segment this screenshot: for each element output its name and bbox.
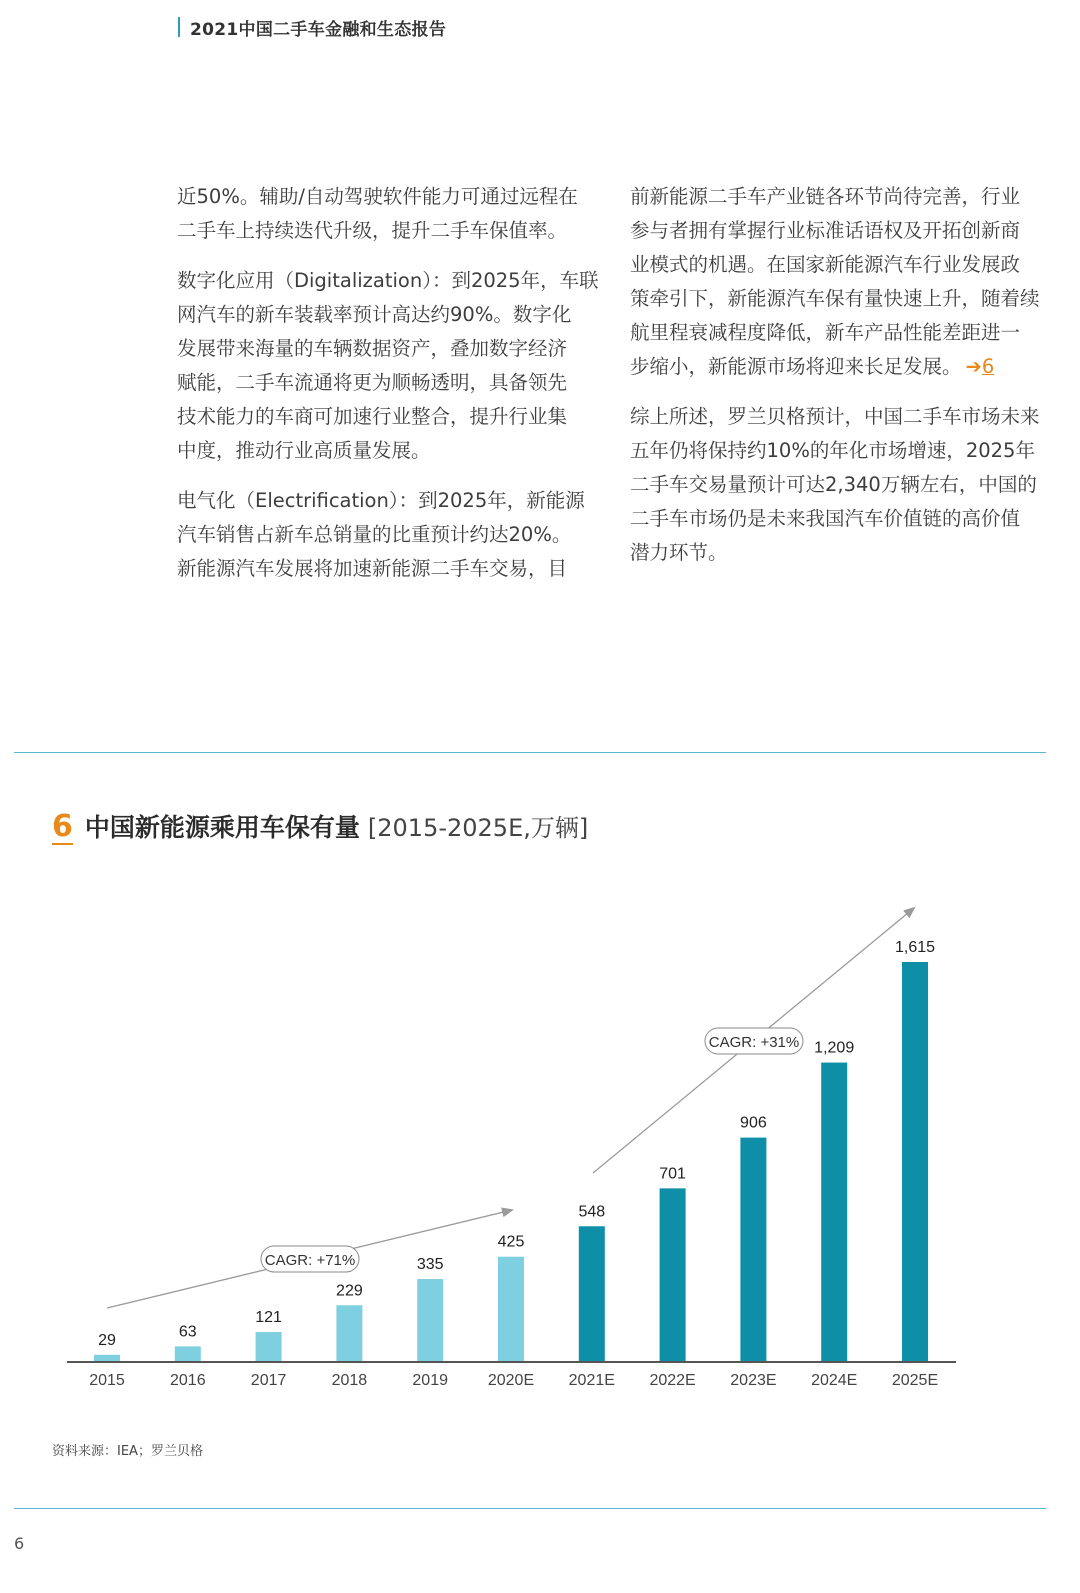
data-label-2019: 335: [416, 1256, 444, 1274]
text-line: 步缩小，新能源市场将迎来长足发展。 ➔6: [630, 355, 995, 378]
section-divider-bottom: [14, 1508, 1046, 1509]
arrow-right-icon: ➔: [965, 355, 982, 378]
bar-chart: [0, 880, 1080, 1420]
text-line: 发展带来海量的车辆数据资产，叠加数字经济: [177, 337, 568, 360]
text-line: 赋能，二手车流通将更为顺畅透明，具备领先: [177, 371, 568, 394]
text-line: 网汽车的新车装载率预计高达约90%。数字化: [177, 303, 572, 326]
figure-number: 6: [52, 809, 73, 844]
bar-2017: [256, 1332, 282, 1362]
text-line: 潜力环节。: [630, 541, 728, 564]
data-label-2020E: 425: [497, 1233, 525, 1251]
bar-2020E: [498, 1257, 524, 1362]
x-tick-label-2020E: 2020E: [487, 1372, 535, 1389]
text-line: 综上所述，罗兰贝格预计，中国二手车市场未来: [630, 405, 1040, 428]
text-line: 新能源汽车发展将加速新能源二手车交易，目: [177, 557, 568, 580]
figure-title: [52, 808, 588, 845]
text-line: 电气化（Electrification）：到2025年，新能源: [177, 489, 585, 512]
page-header: [178, 14, 446, 40]
data-label-2015: 29: [98, 1331, 116, 1349]
x-tick-label-2022E: 2022E: [649, 1372, 696, 1389]
bar-2018: [336, 1305, 362, 1362]
x-tick-label-2019: 2019: [412, 1372, 448, 1389]
bar-2023E: [740, 1138, 766, 1362]
text-column-right: [630, 180, 1060, 586]
x-tick-label-2016: 2016: [170, 1372, 206, 1389]
bar-2015: [94, 1355, 120, 1362]
text-line: 前新能源二手车产业链各环节尚待完善，行业: [630, 185, 1021, 208]
cagr-label-1: CAGR: +71%: [264, 1252, 356, 1269]
page-number: 6: [14, 1534, 25, 1553]
data-label-2024E: 1,209: [814, 1039, 855, 1057]
x-tick-label-2024E: 2024E: [811, 1372, 858, 1389]
paragraph: [630, 180, 1060, 384]
text-line: 技术能力的车商可加速行业整合，提升行业集: [177, 405, 568, 428]
header-accent-bar: [178, 17, 180, 37]
x-tick-label-2021E: 2021E: [568, 1372, 615, 1389]
bar-2021E: [579, 1226, 605, 1362]
text-line: 业模式的机遇。在国家新能源汽车行业发展政: [630, 253, 1021, 276]
cagr-label-2: CAGR: +31%: [708, 1034, 800, 1051]
x-tick-label-2023E: 2023E: [730, 1372, 777, 1389]
section-divider-top: [14, 752, 1046, 753]
data-label-2018: 229: [336, 1282, 363, 1300]
data-label-2022E: 701: [659, 1165, 686, 1183]
paragraph: [630, 400, 1060, 570]
data-label-2016: 63: [178, 1323, 197, 1341]
source-note: 资料来源：IEA；罗兰贝格: [52, 1444, 203, 1459]
bar-2025E: [902, 962, 928, 1362]
x-tick-label-2018: 2018: [331, 1372, 368, 1389]
text-line: 二手车交易量预计可达2,340万辆左右，中国的: [630, 473, 1037, 496]
figure-subtitle: [2015-2025E,万辆]: [367, 814, 589, 842]
report-title: 2021中国二手车金融和生态报告: [190, 19, 447, 40]
figure-reference-number: 6: [981, 355, 995, 378]
bar-2019: [417, 1279, 443, 1362]
x-tick-label-2025E: 2025E: [891, 1372, 939, 1389]
text-line: 参与者拥有掌握行业标准话语权及开拓创新商: [630, 219, 1021, 242]
bar-2016: [175, 1346, 201, 1362]
text-line: 汽车销售占新车总销量的比重预计约达20%。: [177, 523, 572, 546]
data-label-2021E: 548: [578, 1203, 606, 1221]
text-line: 二手车市场仍是未来我国汽车价值链的高价值: [630, 507, 1021, 530]
x-tick-label-2017: 2017: [250, 1372, 287, 1389]
text-column-left: [177, 180, 617, 602]
data-label-2025E: 1,615: [894, 939, 936, 956]
text-line: 二手车上持续迭代升级，提升二手车保值率。: [177, 219, 568, 242]
bar-2022E: [660, 1188, 686, 1362]
text-line: 五年仍将保持约10%的年化市场增速，2025年: [630, 439, 1035, 462]
data-label-2023E: 906: [740, 1114, 767, 1132]
text-line: 策牵引下，新能源汽车保有量快速上升，随着续: [630, 287, 1040, 310]
text-line: 近50%。辅助/自动驾驶软件能力可通过远程在: [177, 185, 578, 208]
text-line: 航里程衰减程度降低，新车产品性能差距进一: [630, 321, 1021, 344]
paragraph: [177, 484, 617, 586]
figure-reference-link[interactable]: [966, 355, 995, 378]
paragraph: [177, 180, 617, 248]
text-line: 数字化应用（Digitalization）：到2025年，车联: [177, 269, 599, 292]
figure-title-text: 中国新能源乘用车保有量: [84, 813, 360, 842]
x-tick-label-2015: 2015: [89, 1372, 125, 1389]
bar-2024E: [821, 1063, 847, 1362]
paragraph: [177, 264, 617, 468]
text-line: 中度，推动行业高质量发展。: [177, 439, 431, 462]
data-label-2017: 121: [255, 1309, 282, 1327]
